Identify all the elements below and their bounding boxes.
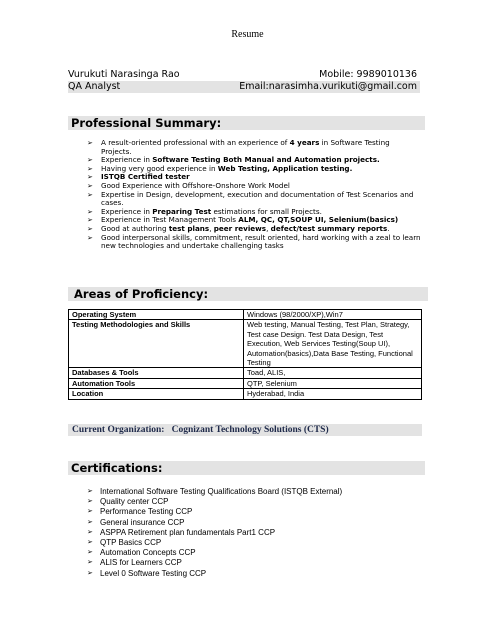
arrow-bullet-icon: ➢ <box>87 139 93 147</box>
candidate-name: Vurukuti Narasinga Rao <box>68 69 180 80</box>
summary-text: A result-oriented professional with an experience of <box>101 138 290 147</box>
document-title: Resume <box>231 29 264 40</box>
proficiency-heading: Areas of Proficiency: <box>68 287 428 301</box>
summary-text: Good Experience with Offshore-Onshore Work Model <box>101 180 290 190</box>
summary-text: Good at authoring <box>101 223 169 233</box>
table-row <box>69 378 422 388</box>
summary-text: Having very good experience in <box>101 163 218 173</box>
summary-item <box>87 139 422 156</box>
table-row <box>69 320 422 368</box>
certification-item <box>87 528 422 538</box>
summary-text: Software Testing Both Manual and Automation projects. <box>152 155 380 165</box>
arrow-bullet-icon: ➢ <box>87 173 93 182</box>
summary-text: Expertise in Design, development, execution and documentation of Test Scenarios and cases. <box>101 189 414 208</box>
arrow-bullet-icon: ➢ <box>87 233 93 242</box>
arrow-bullet-icon: ➢ <box>87 216 93 225</box>
arrow-bullet-icon: ➢ <box>87 518 93 526</box>
current-organization <box>68 424 422 436</box>
summary-item <box>87 191 422 208</box>
header-row-1 <box>68 69 420 81</box>
certification-item <box>87 507 422 517</box>
certifications-heading: Certifications: <box>68 461 425 475</box>
proficiency-value: Web testing, Manual Testing, Test Plan, Strategy, Test case Design. Test Data Design, Test Execution, Web Services Testing(Soup UI), Automation(basics),Data Base Testing, Functional Testing <box>244 320 422 368</box>
arrow-bullet-icon: ➢ <box>87 569 93 577</box>
organization-label: Current Organization: <box>72 425 165 435</box>
arrow-bullet-icon: ➢ <box>87 539 93 547</box>
table-row <box>69 310 422 320</box>
summary-text: estimations for small Projects. <box>211 206 322 216</box>
certification-item <box>87 548 422 558</box>
arrow-bullet-icon: ➢ <box>87 528 93 536</box>
summary-text: , <box>266 223 271 233</box>
proficiency-value: QTP, Selenium <box>244 378 422 388</box>
summary-text: Experience in <box>101 155 153 165</box>
proficiency-value: Toad, ALIS, <box>244 368 422 378</box>
summary-text: Preparing Test <box>152 206 212 216</box>
summary-text: , <box>209 223 214 233</box>
job-role: QA Analyst <box>68 81 121 92</box>
certification-text: QTP Basics CCP <box>100 538 162 548</box>
arrow-bullet-icon: ➢ <box>87 164 93 173</box>
summary-text: Web Testing, Application testing. <box>217 163 353 173</box>
certification-text: Performance Testing CCP <box>100 507 193 517</box>
summary-text: in Software Testing Projects. <box>101 138 390 156</box>
arrow-bullet-icon: ➢ <box>87 559 93 567</box>
summary-text: Experience in Test Management Tools <box>101 215 239 225</box>
summary-text: Experience in <box>101 206 153 216</box>
arrow-bullet-icon: ➢ <box>87 156 93 165</box>
certification-text: ASPPA Retirement plan fundamentals Part1 CCP <box>100 527 276 537</box>
arrow-bullet-icon: ➢ <box>87 190 93 199</box>
arrow-bullet-icon: ➢ <box>87 488 93 495</box>
proficiency-value: Windows (98/2000/XP),Win7 <box>244 310 422 320</box>
proficiency-key: Databases & Tools <box>69 368 244 378</box>
proficiency-value: Hyderabad, India <box>244 389 422 399</box>
arrow-bullet-icon: ➢ <box>87 207 93 216</box>
summary-text: ALM, QC, QT,SOUP UI, Selenium(basics) <box>238 215 399 225</box>
certification-text: Automation Concepts CCP <box>100 548 196 558</box>
certification-text: General insurance CCP <box>100 517 185 527</box>
certification-text: International Software Testing Qualifications Board (ISTQB External) <box>100 487 343 496</box>
arrow-bullet-icon: ➢ <box>87 508 93 516</box>
summary-heading: Professional Summary: <box>68 116 425 130</box>
certification-text: ALIS for Learners CCP <box>100 558 182 568</box>
organization-name: Cognizant Technology Solutions (CTS) <box>171 425 329 435</box>
summary-list <box>87 139 422 251</box>
summary-text: test plans <box>168 223 210 233</box>
summary-text: 4 years <box>289 138 320 147</box>
proficiency-key: Testing Methodologies and Skills <box>69 320 244 368</box>
proficiency-key: Location <box>69 389 244 399</box>
summary-text: Good interpersonal skills, commitment, result oriented, hard working with a zeal to learn new technologies and undertake challenging tasks <box>101 232 421 251</box>
summary-text: defect/test summary reports <box>270 223 388 233</box>
header-row-2 <box>68 81 420 93</box>
arrow-bullet-icon: ➢ <box>87 498 93 506</box>
certification-text: Quality center CCP <box>100 497 169 507</box>
arrow-bullet-icon: ➢ <box>87 181 93 190</box>
certification-item <box>87 497 422 507</box>
certification-item <box>87 538 422 548</box>
summary-item <box>87 234 422 251</box>
certification-item <box>87 569 422 579</box>
summary-text: . <box>387 223 390 233</box>
proficiency-key: Automation Tools <box>69 378 244 388</box>
proficiency-key: Operating System <box>69 310 244 320</box>
certification-text: Level 0 Software Testing CCP <box>100 568 207 578</box>
certifications-list <box>87 487 422 579</box>
arrow-bullet-icon: ➢ <box>87 224 93 233</box>
summary-text: ISTQB Certified tester <box>101 172 190 182</box>
table-row <box>69 368 422 378</box>
table-row <box>69 389 422 399</box>
certification-item <box>87 487 422 497</box>
certification-item <box>87 558 422 568</box>
summary-text: peer reviews <box>213 223 267 233</box>
certification-item <box>87 518 422 528</box>
email-address: Email:narasimha.vurikuti@gmail.com <box>239 81 417 92</box>
arrow-bullet-icon: ➢ <box>87 549 93 557</box>
mobile-number: Mobile: 9989010136 <box>319 69 417 80</box>
proficiency-table <box>68 309 422 400</box>
